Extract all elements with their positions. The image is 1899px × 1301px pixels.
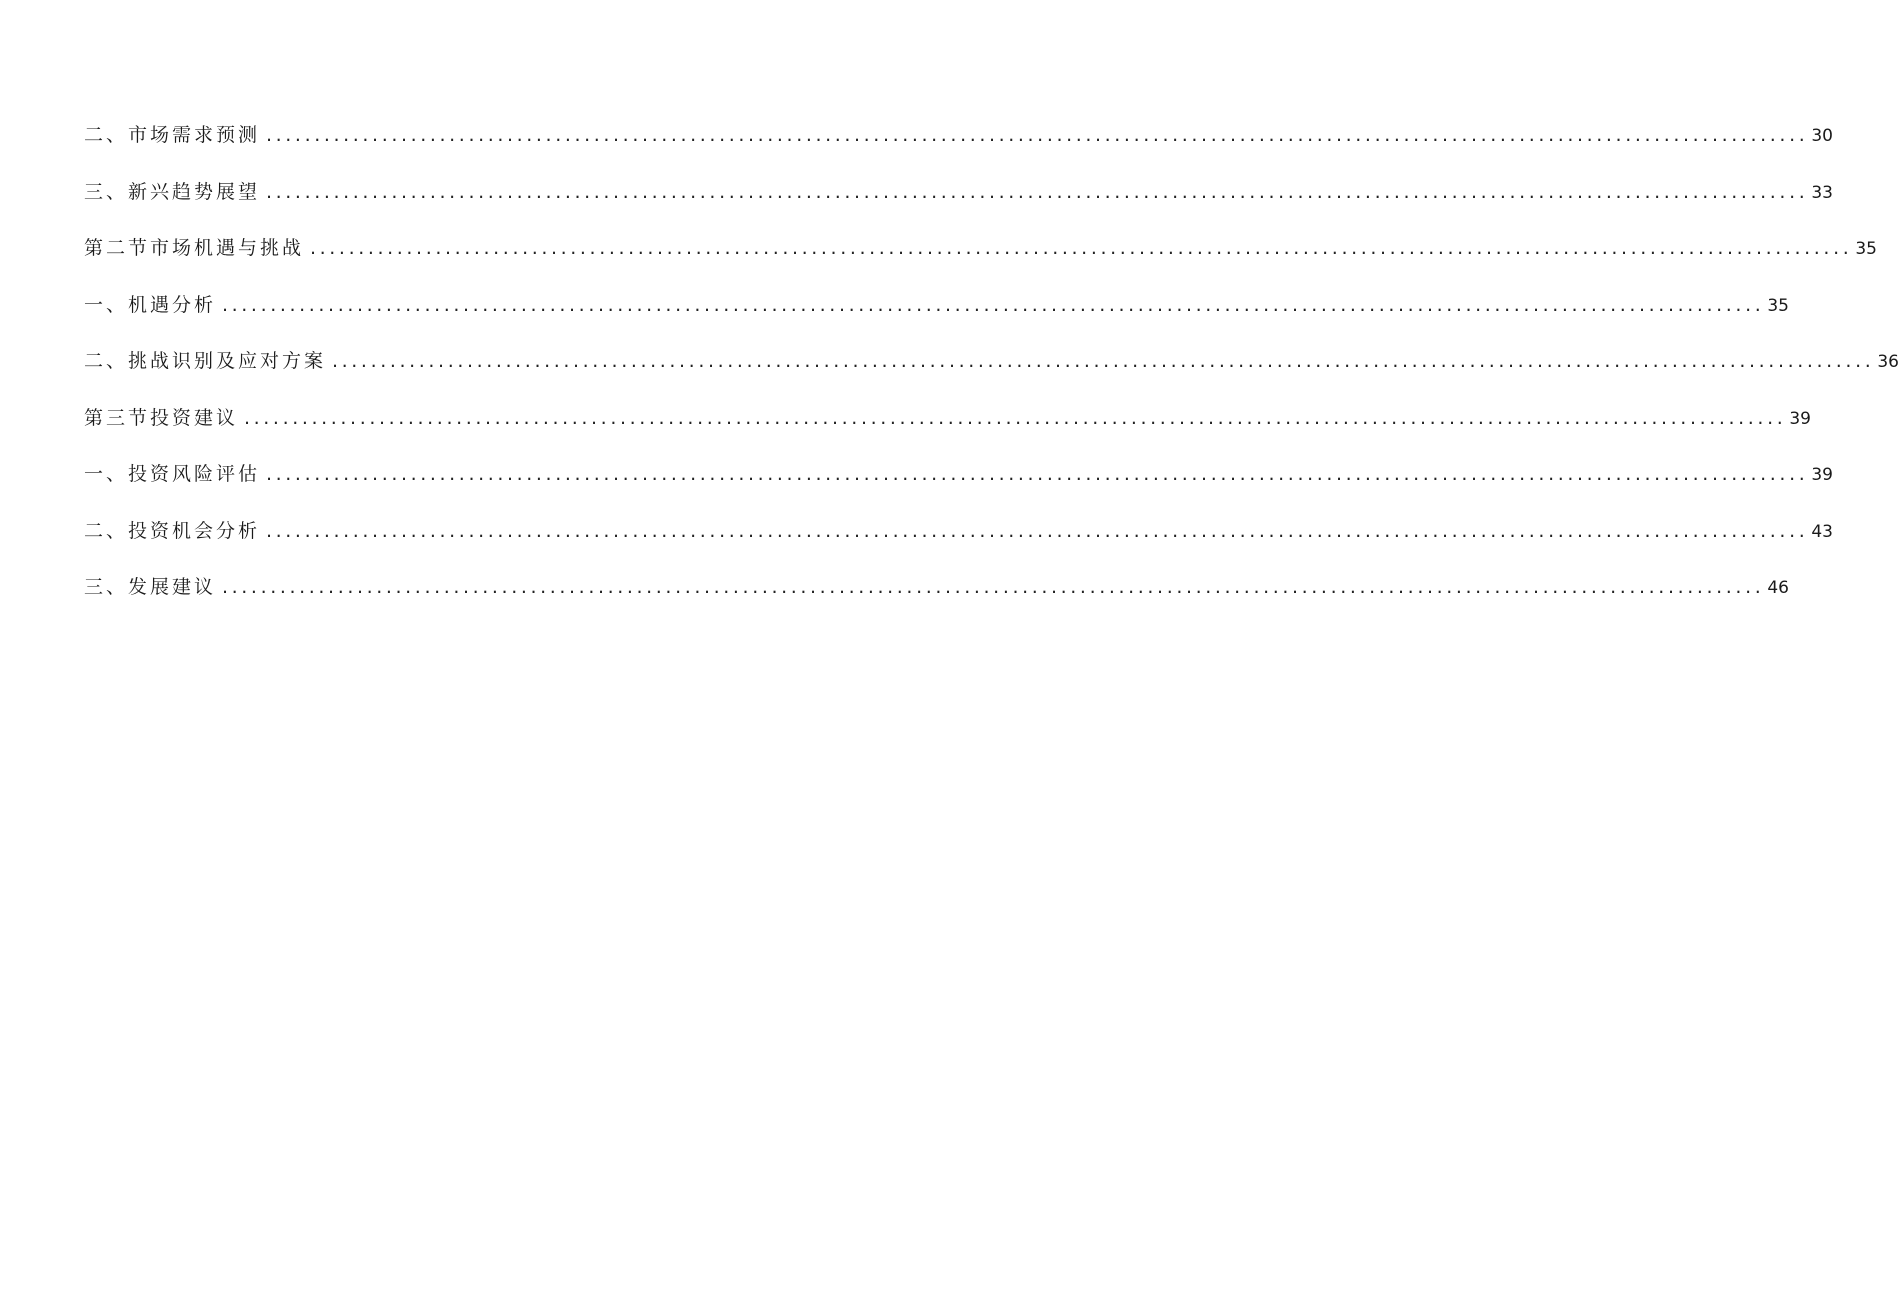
toc-page-number: 43	[1811, 521, 1833, 542]
table-of-contents	[84, 116, 1899, 625]
toc-dot-leader: ................................................................................................................................................................	[244, 406, 1787, 429]
toc-page-number: 35	[1767, 295, 1789, 316]
toc-entry[interactable]	[84, 512, 1833, 569]
toc-entry[interactable]	[84, 286, 1789, 343]
toc-entry-title: 二、投资机会分析	[84, 519, 261, 542]
toc-entry-title: 第三节投资建议	[84, 406, 239, 429]
toc-entry[interactable]	[84, 229, 1877, 286]
toc-dot-leader: ................................................................................................................................................................	[310, 237, 1853, 259]
toc-entry-title: 一、机遇分析	[84, 293, 217, 316]
toc-entry-title: 三、新兴趋势展望	[84, 180, 261, 203]
toc-entry[interactable]	[84, 568, 1789, 625]
toc-entry[interactable]	[84, 173, 1833, 230]
toc-page-number: 35	[1855, 239, 1877, 259]
toc-entry-title: 第二节市场机遇与挑战	[84, 237, 305, 259]
toc-page-number: 39	[1811, 465, 1833, 485]
toc-dot-leader: ................................................................................................................................................................	[266, 180, 1809, 203]
toc-entry-title: 一、投资风险评估	[84, 463, 261, 485]
toc-entry[interactable]	[84, 455, 1833, 512]
toc-entry[interactable]	[84, 399, 1811, 456]
toc-page-number: 36	[1877, 352, 1899, 372]
toc-entry[interactable]	[84, 342, 1899, 399]
toc-dot-leader: ................................................................................................................................................................	[266, 463, 1809, 485]
toc-dot-leader: ................................................................................................................................................................	[266, 124, 1809, 146]
toc-dot-leader: ................................................................................................................................................................	[266, 519, 1809, 542]
toc-page-number: 46	[1767, 578, 1789, 598]
toc-dot-leader: ................................................................................................................................................................	[222, 576, 1765, 598]
toc-entry-title: 二、挑战识别及应对方案	[84, 350, 327, 372]
toc-entry-title: 三、发展建议	[84, 576, 217, 598]
toc-entry-title: 二、市场需求预测	[84, 124, 261, 146]
toc-dot-leader: ................................................................................................................................................................	[222, 293, 1765, 316]
toc-page-number: 39	[1789, 408, 1811, 429]
toc-entry[interactable]	[84, 116, 1833, 173]
toc-page-number: 30	[1811, 126, 1833, 146]
toc-dot-leader: ................................................................................................................................................................	[332, 350, 1875, 372]
toc-page-number: 33	[1811, 182, 1833, 203]
